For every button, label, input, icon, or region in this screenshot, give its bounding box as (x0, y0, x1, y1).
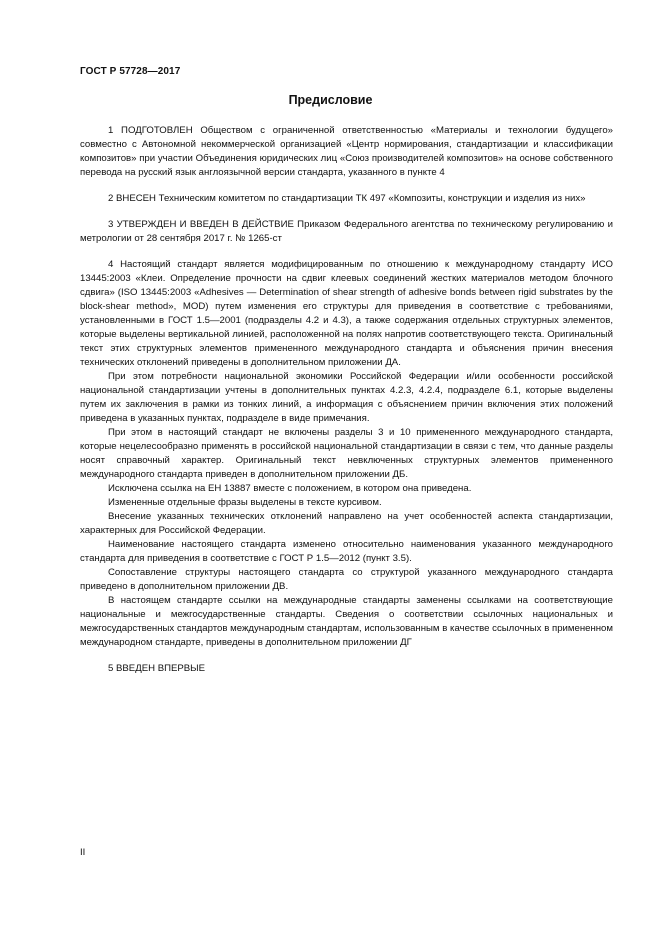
paragraph-introduced-first: 5 ВВЕДЕН ВПЕРВЫЕ (108, 663, 206, 674)
page-number: II (80, 847, 86, 858)
paragraph-italic-note: Измененные отдельные фразы выделены в тексте курсивом. (108, 497, 382, 508)
document-code-header: ГОСТ Р 57728—2017 (80, 66, 181, 77)
paragraph-modified-standard: 4 Настоящий стандарт является модифицированным по отношению к международному стандарту ИСО 13445:2003 «Клеи. Определение прочности на сдвиг клеевых соединений жестких материалов методом блочного сдвига» (ISO 13445:2003 «Adhesives — Determination of shear strength of adhesive bonds between rigid substrates by the block-shear method», MOD) путем изменения его структуры для приведения в соответствие с требованиями, установленными в ГОСТ 1.5—2001 (подразделы 4.2 и 4.3), а также содержания отдельных структурных элементов, которые выделены вертикальной линией, расположенной на полях напротив соответствующего текста. Оригинальный текст этих структурных элементов примененного международного стандарта и объяснения причин внесения технических отклонений приведены в дополнительном приложении ДА. (80, 259, 613, 368)
paragraph-excluded-sections: При этом в настоящий стандарт не включены разделы 3 и 10 примененного международного стандарта, которые нецелесообразно применять в российской национальной стандартизации в связи с тем, что данные разделы носят справочный характер. Оригинальный текст невключенных структурных элементов примененного международного стандарта приведен в дополнительном приложении ДБ. (80, 427, 613, 480)
paragraph-structure-comparison: Сопоставление структуры настоящего стандарта со структурой указанного международного стандарта приведено в дополнительном приложении ДВ. (80, 567, 613, 592)
paragraph-submitted: 2 ВНЕСЕН Техническим комитетом по стандартизации ТК 497 «Композиты, конструкции и изделия из них» (108, 193, 586, 204)
page-title: Предисловие (288, 93, 373, 107)
paragraph-excluded-reference: Исключена ссылка на ЕН 13887 вместе с положением, в котором она приведена. (108, 483, 472, 494)
paragraph-deviations-purpose: Внесение указанных технических отклонений направлено на учет особенностей аспекта стандартизации, характерных для Российской Федерации. (80, 511, 613, 536)
paragraph-prepared: 1 ПОДГОТОВЛЕН Обществом с ограниченной ответственностью «Материалы и технологии будущего» совместно с Автономной некоммерческой организацией «Центр нормирования, стандартизации и классификации композитов» при участии Объединения юридических лиц «Союз производителей композитов» на основе собственного перевода на русский язык англоязычной версии стандарта, указанного в пункте 4 (80, 125, 613, 178)
paragraph-title-change: Наименование настоящего стандарта изменено относительно наименования указанного международного стандарта для приведения в соответствие с ГОСТ Р 1.5—2012 (пункт 3.5). (80, 539, 613, 564)
preface-body (80, 124, 613, 676)
paragraph-approved: 3 УТВЕРЖДЕН И ВВЕДЕН В ДЕЙСТВИЕ Приказом Федерального агентства по техническому регулированию и метрологии от 28 сентября 2017 г. № 1265-ст (80, 219, 613, 244)
paragraph-references-replaced: В настоящем стандарте ссылки на международные стандарты заменены ссылками на соответствующие национальные и межгосударственные стандарты. Сведения о соответствии ссылочных национальных и межгосударственных стандартов международным стандартам, использованным в качестве ссылочных в примененном международном стандарте, приведены в дополнительном приложении ДГ (80, 595, 613, 648)
paragraph-national-needs: При этом потребности национальной экономики Российской Федерации и/или особенности российской национальной стандартизации учтены в дополнительных пунктах 4.2.3, 4.2.4, подразделе 6.1, которые выделены путем их заключения в рамки из тонких линий, а информация с объяснением причин включения этих положений приведена в указанных пунктах, подразделе в виде примечания. (80, 371, 613, 424)
